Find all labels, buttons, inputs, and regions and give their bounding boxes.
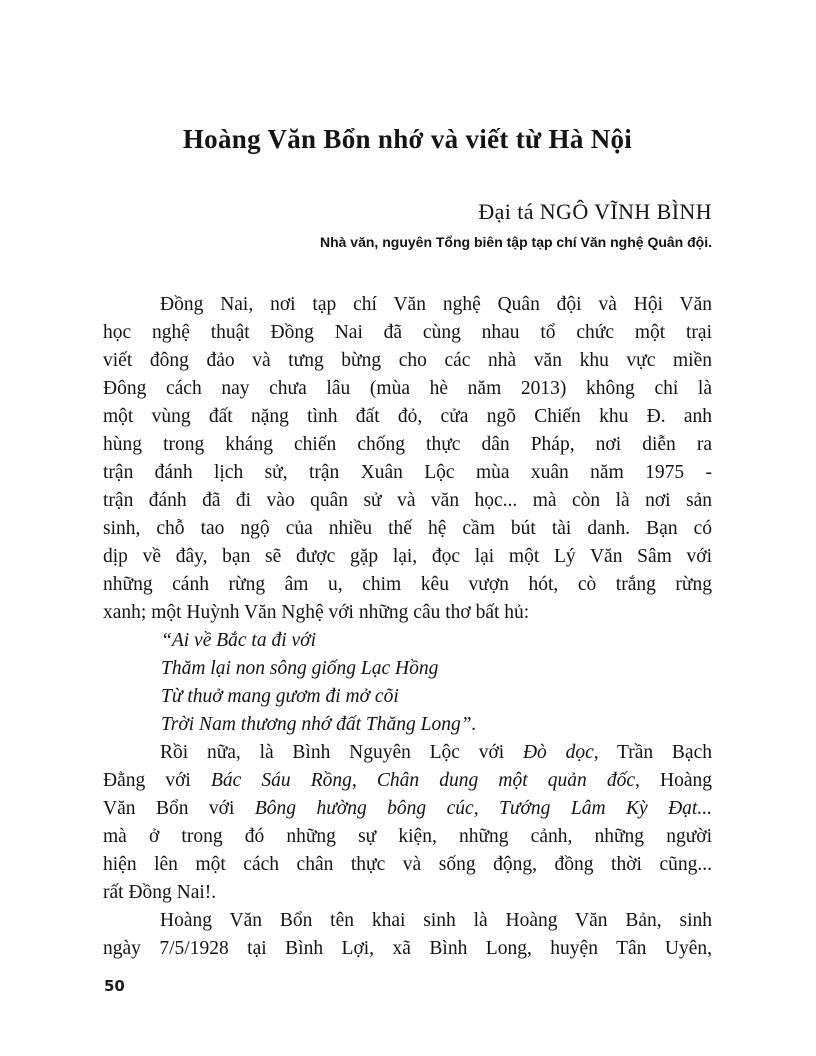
page-title: Hoàng Văn Bổn nhớ và viết từ Hà Nội bbox=[182, 124, 633, 154]
italic-text-run: Bông hường bông cúc, Tướng Lâm Kỳ Đạt... bbox=[254, 798, 712, 819]
text-line bbox=[103, 599, 712, 627]
text-line bbox=[103, 935, 712, 963]
text-run: Văn Bổn với bbox=[103, 798, 255, 819]
text-run: viết đông đảo và tưng bừng cho các nhà văn khu vực miền bbox=[103, 350, 712, 371]
poem-line bbox=[103, 711, 712, 739]
text-run: hùng trong kháng chiến chống thực dân Pháp, nơi diễn ra bbox=[103, 434, 712, 455]
text-line bbox=[103, 823, 712, 851]
author-byline: Đại tá NGÔ VĨNH BÌNH bbox=[478, 199, 712, 224]
text-run: học nghệ thuật Đồng Nai đã cùng nhau tổ chức một trại bbox=[103, 322, 712, 343]
text-run: rất Đồng Nai!. bbox=[103, 882, 217, 903]
text-run: một vùng đất nặng tình đất đỏ, cửa ngõ Chiến khu Đ. anh bbox=[103, 406, 712, 427]
author-affiliation: Nhà văn, nguyên Tổng biên tập tạp chí Văn nghệ Quân đội. bbox=[319, 234, 712, 250]
text-line bbox=[103, 291, 712, 319]
italic-text-run: Thăm lại non sông giống Lạc Hồng bbox=[161, 658, 439, 679]
poem-line bbox=[103, 655, 712, 683]
italic-text-run: Trời Nam thương nhớ đất Thăng Long”. bbox=[161, 714, 477, 735]
text-run: Đồng Nai, nơi tạp chí Văn nghệ Quân đội và Hội Văn bbox=[160, 294, 712, 315]
text-run: Đằng với bbox=[103, 770, 211, 791]
poem-line bbox=[103, 627, 712, 655]
page-number: 50 bbox=[104, 977, 125, 995]
text-run: Hoàng Văn Bổn tên khai sinh là Hoàng Văn Bản, sinh bbox=[160, 910, 712, 931]
page-content bbox=[103, 0, 712, 963]
text-line bbox=[103, 459, 712, 487]
text-line bbox=[103, 851, 712, 879]
text-run: , Hoàng bbox=[635, 770, 712, 791]
text-line bbox=[103, 739, 712, 767]
italic-text-run: Đò dọc bbox=[522, 742, 594, 763]
text-run: xanh; một Huỳnh Văn Nghệ với những câu thơ bất hủ: bbox=[103, 602, 530, 623]
text-line bbox=[103, 907, 712, 935]
text-line bbox=[103, 487, 712, 515]
text-run: dịp về đây, bạn sẽ được gặp lại, đọc lại một Lý Văn Sâm với bbox=[103, 546, 712, 567]
text-run: sinh, chỗ tao ngộ của nhiều thế hệ cầm bút tài danh. Bạn có bbox=[103, 518, 712, 539]
text-line bbox=[103, 515, 712, 543]
article-body bbox=[103, 291, 712, 963]
text-line bbox=[103, 375, 712, 403]
text-line bbox=[103, 543, 712, 571]
text-run: Rồi nữa, là Bình Nguyên Lộc với bbox=[160, 742, 523, 763]
text-line bbox=[103, 319, 712, 347]
italic-text-run: Từ thuở mang gươm đi mở cõi bbox=[161, 686, 399, 707]
italic-text-run: Bác Sáu Rồng, Chân dung một quản đốc bbox=[210, 770, 636, 791]
text-line bbox=[103, 347, 712, 375]
text-line bbox=[103, 879, 712, 907]
text-line bbox=[103, 571, 712, 599]
text-run: ngày 7/5/1928 tại Bình Lợi, xã Bình Long, huyện Tân Uyên, bbox=[103, 938, 712, 959]
text-run: trận đánh đã đi vào quân sử và văn học... mà còn là nơi sản bbox=[103, 490, 712, 511]
text-run: những cánh rừng âm u, chim kêu vượn hót, cò trắng rừng bbox=[103, 574, 712, 595]
poem-line bbox=[103, 683, 712, 711]
text-line bbox=[103, 403, 712, 431]
text-run: , Trần Bạch bbox=[593, 742, 712, 763]
text-run: Đông cách nay chưa lâu (mùa hè năm 2013) không chỉ là bbox=[103, 378, 712, 399]
text-run: mà ở trong đó những sự kiện, những cảnh, những người bbox=[103, 826, 712, 847]
text-line bbox=[103, 767, 712, 795]
text-line bbox=[103, 795, 712, 823]
italic-text-run: “Ai về Bắc ta đi với bbox=[161, 630, 316, 651]
text-line bbox=[103, 431, 712, 459]
text-run: trận đánh lịch sử, trận Xuân Lộc mùa xuân năm 1975 - bbox=[103, 462, 712, 483]
text-run: hiện lên một cách chân thực và sống động, đồng thời cũng... bbox=[103, 854, 712, 875]
